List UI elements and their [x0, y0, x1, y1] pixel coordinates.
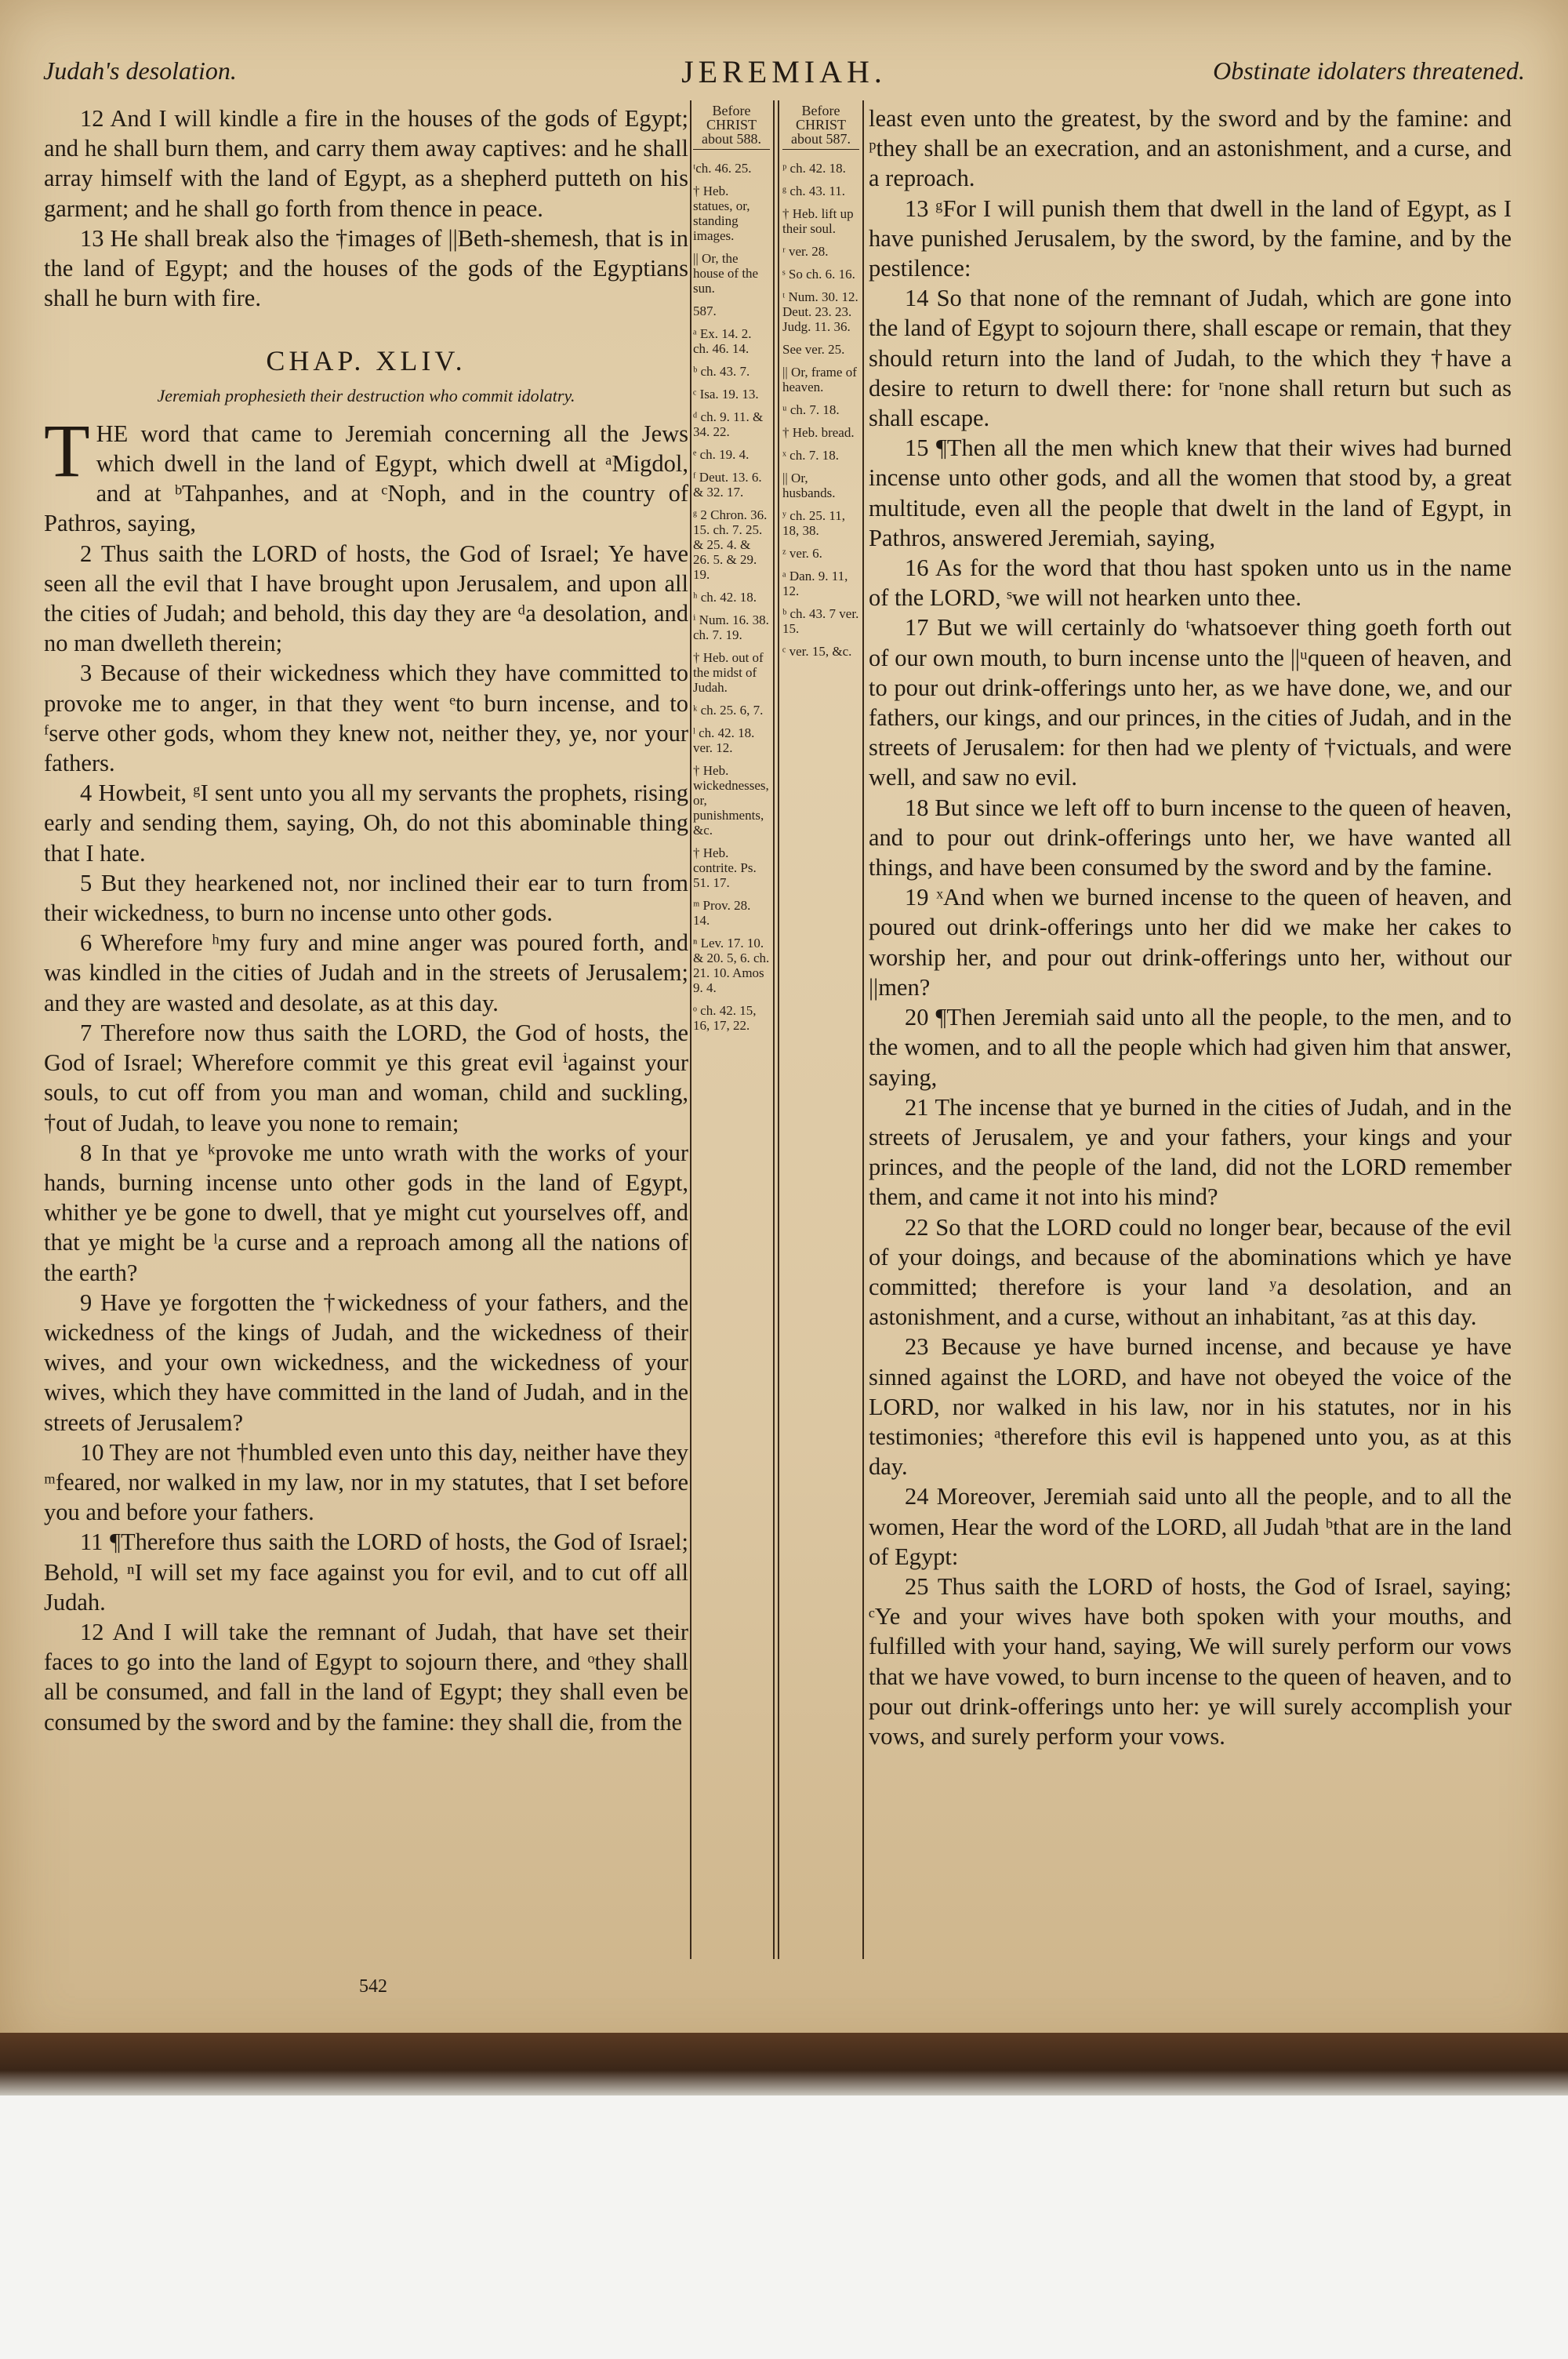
margin-reference: ᵃ Dan. 9. 11, 12. [782, 569, 848, 598]
margin-reference: ˣ ch. 7. 18. [782, 448, 839, 463]
verse: 18 But since we left off to burn incense to the queen of heaven, and to pour out drink-offerings unto her, we have wanted all things, and have been consumed by the sword and by the famine. [869, 794, 1512, 881]
running-head [43, 50, 1525, 89]
column-rule [862, 100, 864, 1959]
margin-date-left: Before CHRIST about 588. [693, 104, 770, 150]
verse: 17 But we will certainly do ᵗwhatsoever thing goeth forth out of our own mouth, to burn incense unto the ||ᵘqueen of heaven, and to pour out drink-offerings unto her, as we have done, we, and our fathers, our kings, and our princes, in the cities of Judah, and in the streets of Jerusalem: for then had we plenty of †victuals, and were well, and saw no evil. [869, 614, 1512, 791]
column-rule [778, 100, 779, 1959]
margin-date-right: Before CHRIST about 587. [782, 104, 859, 150]
verse: 13 ᵍFor I will punish them that dwell in the land of Egypt, as I have punished Jerusalem, by the sword, by the famine, and by the pestilence: [869, 194, 1512, 282]
column-rule [690, 100, 691, 1959]
verse: 22 So that the LORD could no longer bear, because of the evil of your doings, and because of the abominations which ye have committed; therefore is your land ʸa desolation, and an astonishment, and a curse, without an inhabitant, ᶻas at this day. [869, 1213, 1512, 1331]
margin-notes-left [693, 104, 770, 1041]
margin-reference: || Or, the house of the sun. [693, 251, 759, 296]
margin-reference: ˢ So ch. 6. 16. [782, 267, 855, 282]
page-number: 542 [359, 1976, 387, 1997]
margin-notes-right [782, 104, 859, 667]
margin-reference: ʸ ch. 25. 11, 18, 38. [782, 508, 845, 538]
verse: 3 Because of their wickedness which they have committed to provoke me to anger, in that they went ᵉto burn incense, and to ᶠserve other gods, whom they knew not, neither they, ye, nor your fathers. [44, 660, 688, 777]
book-cover-edge [0, 2033, 1568, 2095]
verse: 23 Because ye have burned incense, and because ye have sinned against the LORD, and have not obeyed the voice of the LORD, nor walked in his law, nor in his statutes, nor in his testimonies; ᵃtherefore this evil is happened unto you, as at this day. [869, 1333, 1512, 1481]
margin-reference: ʳ ver. 28. [782, 244, 829, 259]
chapter-summary: Jeremiah prophesieth their destruction who commit idolatry. [157, 385, 575, 405]
verse: 2 Thus saith the LORD of hosts, the God of Israel; Ye have seen all the evil that I have brought upon Jerusalem, and upon all the cities of Judah; and behold, this day they are ᵈa desolation, and no man dwelleth therein; [44, 540, 688, 657]
verse: 16 As for the word that thou hast spoken unto us in the name of the LORD, ˢwe will not hearken unto thee. [869, 554, 1512, 612]
column-rule [773, 100, 775, 1959]
margin-reference: ᶜ Isa. 19. 13. [693, 387, 759, 402]
verse: 12 And I will take the remnant of Judah, that have set their faces to go into the land of Egypt to sojourn there, and ᵒthey shall all be consumed, and fall in the land of Egypt; they shall even be consumed by the sword and by the famine: they shall die, from the [44, 1618, 688, 1736]
margin-reference: ᵍ ch. 43. 11. [782, 184, 846, 198]
verse: 15 ¶Then all the men which knew that their wives had burned incense unto other gods, and all the women that stood by, a great multitude, even all the people that dwelt in the land of Egypt, in Pathros, answered Jeremiah, saying, [869, 434, 1512, 551]
verse: 14 So that none of the remnant of Judah, which are gone into the land of Egypt to sojourn there, shall escape or remain, that they should return into the land of Judah, to the which they †have a desire to return to dwell there: for ʳnone shall return but such as shall escape. [869, 285, 1512, 432]
running-head-book-title: JEREMIAH. [681, 54, 887, 89]
right-text-column [869, 104, 1512, 1751]
margin-reference: ᵒ ch. 42. 15, 16, 17, 22. [693, 1003, 757, 1033]
margin-reference: † Heb. statues, or, standing images. [693, 184, 750, 243]
chapter-heading: CHAP. XLIV. [266, 345, 466, 377]
margin-reference: ᵖ ch. 42. 18. [782, 161, 846, 176]
running-head-right: Obstinate idolaters threatened. [1213, 56, 1525, 85]
margin-reference: ᶻ ver. 6. [782, 546, 822, 561]
verse: 21 The incense that ye burned in the cities of Judah, and in the streets of Jerusalem, ye and your fathers, your kings and your princes, and the people of the land, did not the LORD remember them, and came it not into his mind? [869, 1093, 1512, 1211]
margin-reference: ᵘ ch. 7. 18. [782, 402, 840, 417]
margin-reference: ᵍ 2 Chron. 36. 15. ch. 7. 25. & 25. 4. & 26. 5. & 29. 19. [693, 507, 768, 582]
verse: 10 They are not †humbled even unto this day, neither have they ᵐfeared, nor walked in my law, nor in my statutes, that I set before you and before your fathers. [44, 1438, 688, 1526]
verse: 9 Have ye forgotten the †wickedness of your fathers, and the wickedness of the kings of Judah, and the wickedness of their wives, and your own wickedness, and the wickedness of your wives, which they have committed in the land of Judah, and in the streets of Jerusalem? [44, 1289, 688, 1436]
margin-reference: ⁱ Num. 16. 38. ch. 7. 19. [693, 612, 769, 642]
verse: 6 Wherefore ʰmy fury and mine anger was poured forth, and was kindled in the cities of Judah and in the streets of Jerusalem; and they are wasted and desolate, as at this day. [44, 929, 688, 1016]
margin-reference: † Heb. out of the midst of Judah. [693, 650, 764, 695]
verse: 19 ˣAnd when we burned incense to the queen of heaven, and poured out drink-offerings unto her did we make her cakes to worship her, and pour out drink-offerings unto her, without our ||men? [869, 884, 1512, 1001]
verse: 4 Howbeit, ᵍI sent unto you all my servants the prophets, rising early and sending them, saying, Oh, do not this abominable thing that I hate. [44, 780, 688, 867]
margin-reference: ᵈ ch. 9. 11. & 34. 22. [693, 409, 764, 439]
verse-first: THE word that came to Jeremiah concerning all the Jews which dwell in the land of Egypt, which dwell at ᵃMigdol, and at ᵇTahpanhes, and at ᶜNoph, and in the country of Pathros, saying, [44, 408, 688, 537]
margin-reference: ᵗ Num. 30. 12. Deut. 23. 23. Judg. 11. 36. [782, 289, 858, 334]
verse: 25 Thus saith the LORD of hosts, the God of Israel, saying; ᶜYe and your wives have both spoken with your mouths, and fulfilled with your hand, saying, We will surely perform our vows that we have vowed, to burn incense to the queen of heaven, and to pour out drink-offerings unto her: ye will surely accomplish your vows, and surely perform your vows. [869, 1572, 1512, 1750]
verse: 13 He shall break also the †images of ||Beth-shemesh, that is in the land of Egypt; and the houses of the gods of the Egyptians shall he burn with fire. [44, 224, 688, 312]
margin-reference: † Heb. wickednesses, or, punishments, &c. [693, 763, 769, 838]
margin-reference: ᵉ ch. 19. 4. [693, 447, 750, 462]
verse: 20 ¶Then Jeremiah said unto all the people, to the men, and to the women, and to all the people which had given him that answer, saying, [869, 1004, 1512, 1091]
margin-reference: † Heb. contrite. Ps. 51. 17. [693, 845, 757, 890]
margin-reference: ᶠ Deut. 13. 6. & 32. 17. [693, 470, 762, 500]
verse: 8 In that ye ᵏprovoke me unto wrath with the works of your hands, burning incense unto other gods in the land of Egypt, whither ye be gone to dwell, that ye might cut yourselves off, and that ye might be ˡa curse and a reproach among all the nations of the earth? [44, 1139, 688, 1286]
margin-reference: ᵇ ch. 43. 7 ver. 15. [782, 606, 859, 636]
verse: 24 Moreover, Jeremiah said unto all the people, and to all the women, Hear the word of the LORD, all Judah ᵇthat are in the land of Egypt: [869, 1483, 1512, 1570]
verse: least even unto the greatest, by the sword and by the famine: and ᵖthey shall be an execration, and an astonishment, and a curse, and a reproach. [869, 105, 1512, 192]
margin-reference: See ver. 25. [782, 342, 845, 357]
margin-reference: ᵏ ch. 25. 6, 7. [693, 703, 764, 718]
verse: 12 And I will kindle a fire in the houses of the gods of Egypt; and he shall burn them, and carry them away captives: and he shall array himself with the land of Egypt, as a shepherd putteth on his garment; and he shall go forth from thence in peace. [44, 105, 688, 222]
margin-reference: ᵐ Prov. 28. 14. [693, 898, 751, 928]
margin-reference: ᵗch. 46. 25. [693, 161, 752, 176]
running-head-left: Judah's desolation. [43, 56, 237, 85]
verse: 11 ¶Therefore thus saith the LORD of hosts, the God of Israel; Behold, ⁿI will set my face against you for evil, and to cut off all Judah. [44, 1528, 688, 1616]
verse: 7 Therefore now thus saith the LORD, the God of hosts, the God of Israel; Wherefore commit ye this great evil ⁱagainst your souls, to cut off from you man and woman, child and suckling, †out of Judah, to leave you none to remain; [44, 1019, 688, 1136]
margin-reference: † Heb. lift up their soul. [782, 206, 854, 236]
margin-reference: ᶜ ver. 15, &c. [782, 644, 852, 659]
margin-reference: ˡ ch. 42. 18. ver. 12. [693, 725, 755, 755]
margin-reference: ⁿ Lev. 17. 10. & 20. 5, 6. ch. 21. 10. Amos 9. 4. [693, 936, 770, 995]
margin-reference: || Or, frame of heaven. [782, 365, 857, 394]
margin-reference: † Heb. bread. [782, 425, 855, 440]
left-text-column [44, 104, 688, 1737]
margin-reference: ʰ ch. 42. 18. [693, 590, 757, 605]
drop-cap: T [44, 408, 90, 493]
verse: 5 But they hearkened not, nor inclined their ear to turn from their wickedness, to burn no incense unto other gods. [44, 869, 688, 927]
margin-reference: 587. [693, 304, 717, 318]
margin-reference: ᵇ ch. 43. 7. [693, 364, 750, 379]
margin-reference: ᵃ Ex. 14. 2. ch. 46. 14. [693, 326, 752, 356]
margin-reference: || Or, husbands. [782, 471, 836, 500]
